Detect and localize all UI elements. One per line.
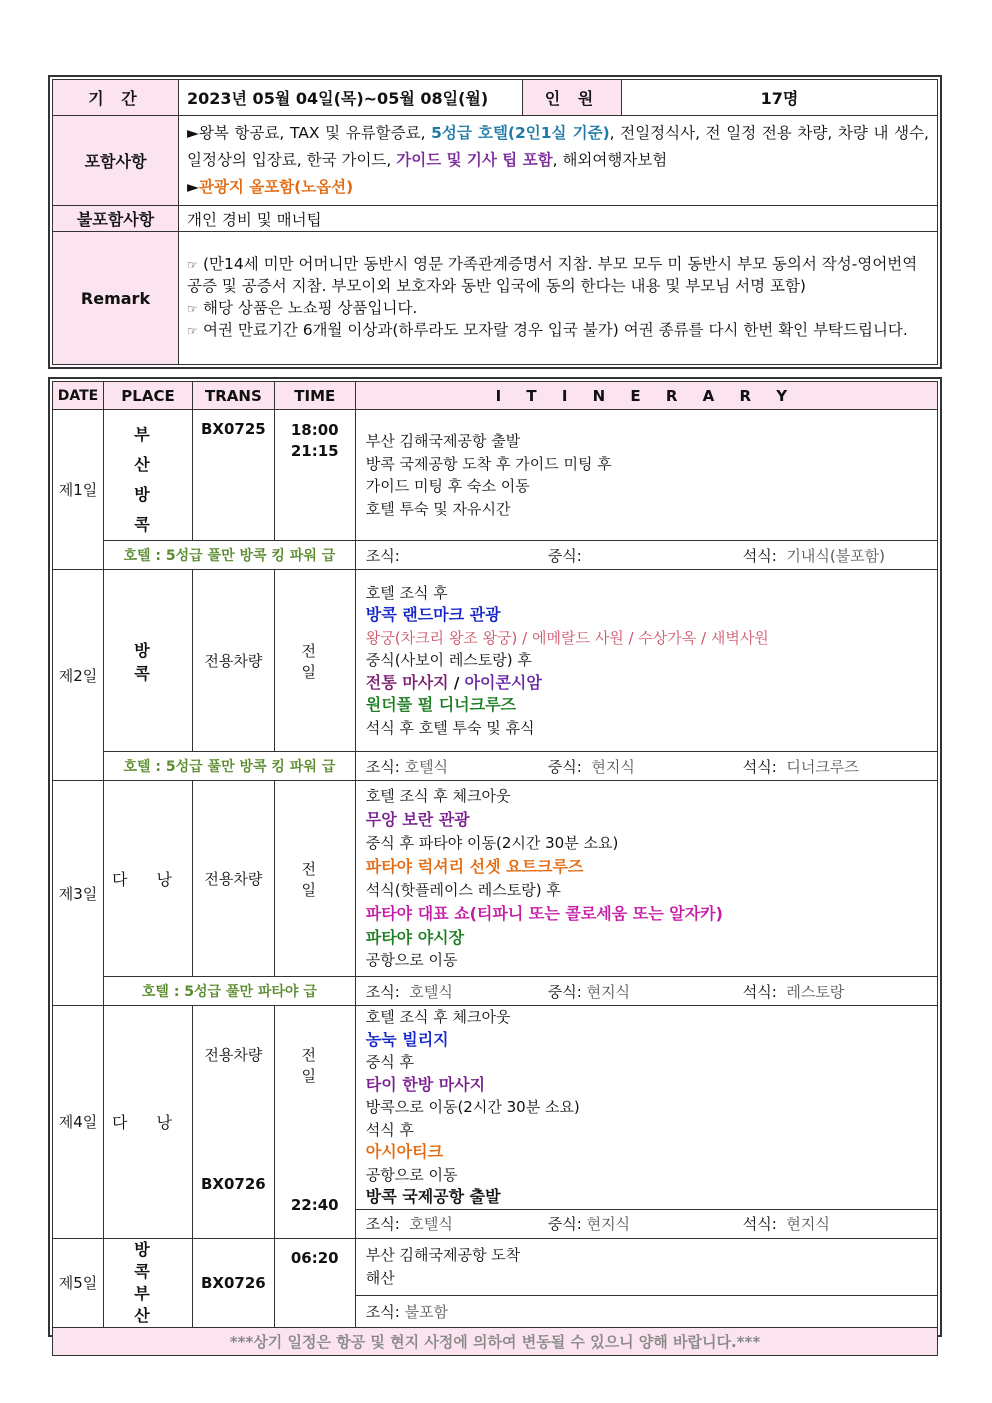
list-item: 석식 후 bbox=[365, 1120, 414, 1139]
day4-dinner: 석식: 현지식 bbox=[742, 1215, 830, 1233]
header-place: PLACE bbox=[104, 382, 193, 410]
list-item: 아시아티크 bbox=[365, 1142, 444, 1161]
day5-meals bbox=[355, 1295, 937, 1327]
included-line2-prefix: ► bbox=[187, 178, 199, 196]
list-item: 호텔 조식 후 체크아웃 bbox=[365, 1008, 511, 1026]
day3-dinner: 석식: 레스토랑 bbox=[742, 982, 845, 1001]
day3-lunch: 중식: 현지식 bbox=[547, 982, 631, 1001]
excluded-label: 불포함사항 bbox=[53, 206, 179, 232]
pointing-hand-icon: ☞ bbox=[187, 324, 198, 338]
list-item: 중식(사보이 레스토랑) 후 bbox=[365, 651, 532, 670]
day2-trans: 전용차량 bbox=[193, 570, 275, 752]
day2-dinner: 석식: 디너크루즈 bbox=[742, 757, 859, 776]
day1-dinner: 석식: 기내식(불포함) bbox=[742, 546, 885, 565]
day2-breakfast: 조식: 호텔식 bbox=[365, 757, 449, 776]
list-item: 중식 후 bbox=[365, 1053, 414, 1071]
summary-table bbox=[52, 79, 938, 365]
day2-itinerary bbox=[355, 570, 937, 752]
included-text-1: ►왕복 항공료, TAX 및 유류할증료, bbox=[187, 124, 432, 142]
header-date: DATE bbox=[53, 382, 104, 410]
day1-time: 18:00 21:15 bbox=[274, 410, 355, 541]
list-item: 파타야 럭셔리 선셋 요트크루즈 bbox=[365, 857, 584, 876]
list-item: 해산 bbox=[365, 1268, 395, 1287]
list-item: 파타야 야시장 bbox=[365, 927, 465, 947]
list-item: 타이 한방 마사지 bbox=[365, 1074, 486, 1094]
list-item: 방콕 국제공항 출발 bbox=[365, 1187, 501, 1206]
included-content bbox=[179, 116, 938, 206]
day5-date: 제5일 bbox=[53, 1238, 104, 1327]
list-item: 파타야 대표 쇼(티파니 또는 콜로세움 또는 알자카) bbox=[365, 904, 723, 923]
day1-place: 부 산 방 콕 bbox=[104, 410, 193, 541]
day3-hotel: 호텔 : 5성급 풀만 파타야 급 bbox=[104, 977, 356, 1006]
day3-date: 제3일 bbox=[53, 781, 104, 1006]
included-text-3: , 해외여행자보험 bbox=[552, 151, 668, 169]
remark-label: Remark bbox=[53, 232, 179, 365]
list-item: 방콕 랜드마크 관광 bbox=[365, 605, 501, 625]
day5-place: 방 콕 부 산 bbox=[104, 1238, 193, 1327]
day4-breakfast: 조식: 호텔식 bbox=[365, 1215, 453, 1233]
period-value: 2023년 05월 04일(목)~05월 08일(월) bbox=[179, 80, 523, 116]
list-item: 석식(핫플레이스 레스토랑) 후 bbox=[365, 880, 561, 899]
list-item: 왕궁(차크리 왕조 왕궁) / 에메랄드 사원 / 수상가옥 / 새벽사원 bbox=[365, 628, 769, 647]
day2-lunch: 중식: 현지식 bbox=[547, 757, 635, 776]
day4-place: 다 낭 bbox=[104, 1006, 193, 1239]
list-item: 호텔 조식 후 bbox=[365, 583, 448, 602]
included-no-option-highlight: 관광지 올포함(노옵션) bbox=[198, 178, 354, 196]
period-label: 기 간 bbox=[53, 80, 179, 116]
list-item: 부산 김해국제공항 출발 bbox=[365, 432, 521, 450]
included-text-2: , 전일정식사, 전 일정 전용 차량, 차량 내 생수, 일정상의 입장료, 한국 가이드, bbox=[187, 124, 929, 169]
header-time: TIME bbox=[274, 382, 355, 410]
day2-hotel: 호텔 : 5성급 풀만 방콕 킹 파워 급 bbox=[104, 752, 356, 781]
included-tip-highlight: 가이드 및 기사 팁 포함 bbox=[396, 151, 553, 169]
list-item: 가이드 미팅 후 숙소 이동 bbox=[365, 477, 530, 495]
itinerary-box bbox=[48, 377, 942, 1351]
list-item: 호텔 투숙 및 자유시간 bbox=[365, 499, 511, 518]
list-item: 방콕으로 이동(2시간 30분 소요) bbox=[365, 1098, 580, 1116]
day4-lunch: 중식: 현지식 bbox=[547, 1215, 631, 1233]
day4-time: 전 일 22:40 bbox=[274, 1006, 355, 1239]
people-value: 17명 bbox=[622, 80, 938, 116]
excluded-value: 개인 경비 및 매너팁 bbox=[179, 206, 938, 232]
footer-note: ***상기 일정은 항공 및 현지 사정에 의하여 변동될 수 있으니 양해 바랍니다.*** bbox=[53, 1327, 938, 1355]
pointing-hand-icon: ☞ bbox=[187, 301, 198, 316]
day4-itinerary bbox=[355, 1006, 937, 1210]
day1-meals bbox=[355, 541, 937, 570]
remark-item: ☞ 해당 상품은 노쇼핑 상품입니다. bbox=[187, 298, 929, 321]
day2-time: 전 일 bbox=[274, 570, 355, 752]
remark-item: ☞ (만14세 미만 어머니만 동반시 영문 가족관계증명서 지참. 부모 모두 미 동반시 부모 동의서 작성-영어번역공증 및 공증서 지참. 부모이외 보호자와 동반 입국에 동의 한다는 내용 및 부모님 서명 포함) bbox=[187, 254, 918, 295]
day2-place: 방 콕 bbox=[104, 570, 193, 752]
included-label: 포함사항 bbox=[53, 116, 179, 206]
itinerary-table bbox=[52, 381, 938, 1356]
list-item: 방콕 국제공항 도착 후 가이드 미팅 후 bbox=[365, 454, 612, 473]
day2-date: 제2일 bbox=[53, 570, 104, 781]
remark-content bbox=[179, 232, 938, 365]
day1-itinerary bbox=[355, 410, 937, 541]
pointing-hand-icon: ☞ bbox=[187, 257, 198, 272]
list-item: 중식 후 파타야 이동(2시간 30분 소요) bbox=[365, 833, 619, 852]
day3-place: 다 낭 bbox=[104, 781, 193, 977]
day5-time: 06:20 bbox=[274, 1238, 355, 1327]
list-item: 공항으로 이동 bbox=[365, 951, 458, 969]
list-item: 원더풀 펄 디너크루즈 bbox=[365, 695, 516, 715]
day4-trans: 전용차량 BX0726 bbox=[193, 1006, 275, 1239]
day4-date: 제4일 bbox=[53, 1006, 104, 1239]
day3-trans: 전용차량 bbox=[193, 781, 275, 977]
list-item: 전통 마사지 / 아이콘시암 bbox=[365, 672, 542, 692]
day1-lunch: 중식: bbox=[547, 546, 582, 565]
day1-trans: BX0725 bbox=[193, 410, 275, 541]
day1-breakfast: 조식: bbox=[365, 546, 400, 565]
day1-hotel: 호텔 : 5성급 풀만 방콕 킹 파워 급 bbox=[104, 541, 356, 570]
header-trans: TRANS bbox=[193, 382, 275, 410]
list-item: 농눅 빌리지 bbox=[365, 1029, 449, 1049]
day2-meals bbox=[355, 752, 937, 781]
day4-meals bbox=[355, 1209, 937, 1238]
list-item: 공항으로 이동 bbox=[365, 1165, 458, 1184]
list-item: 석식 후 호텔 투숙 및 휴식 bbox=[365, 718, 535, 737]
header-itinerary: I T I N E R A R Y bbox=[355, 382, 937, 410]
list-item: 호텔 조식 후 체크아웃 bbox=[365, 786, 511, 805]
day1-date: 제1일 bbox=[53, 410, 104, 570]
people-label: 인 원 bbox=[523, 80, 622, 116]
remark-item: ☞ 여권 만료기간 6개월 이상과(하루라도 모자랄 경우 입국 불가) 여권 종류를 다시 한번 확인 부탁드립니다. bbox=[187, 320, 929, 343]
day5-trans: BX0726 bbox=[193, 1238, 275, 1327]
day3-breakfast: 조식: 호텔식 bbox=[365, 982, 453, 1001]
day5-itinerary bbox=[355, 1238, 937, 1295]
summary-box bbox=[48, 75, 942, 369]
day3-time: 전 일 bbox=[274, 781, 355, 977]
day3-itinerary bbox=[355, 781, 937, 977]
day3-meals bbox=[355, 977, 937, 1006]
day5-breakfast: 조식: 불포함 bbox=[365, 1302, 449, 1321]
list-item: 무앙 보란 관광 bbox=[365, 810, 470, 829]
list-item: 부산 김해국제공항 도착 bbox=[365, 1246, 521, 1265]
included-hotel-highlight: 5성급 호텔(2인1실 기준) bbox=[431, 124, 610, 142]
